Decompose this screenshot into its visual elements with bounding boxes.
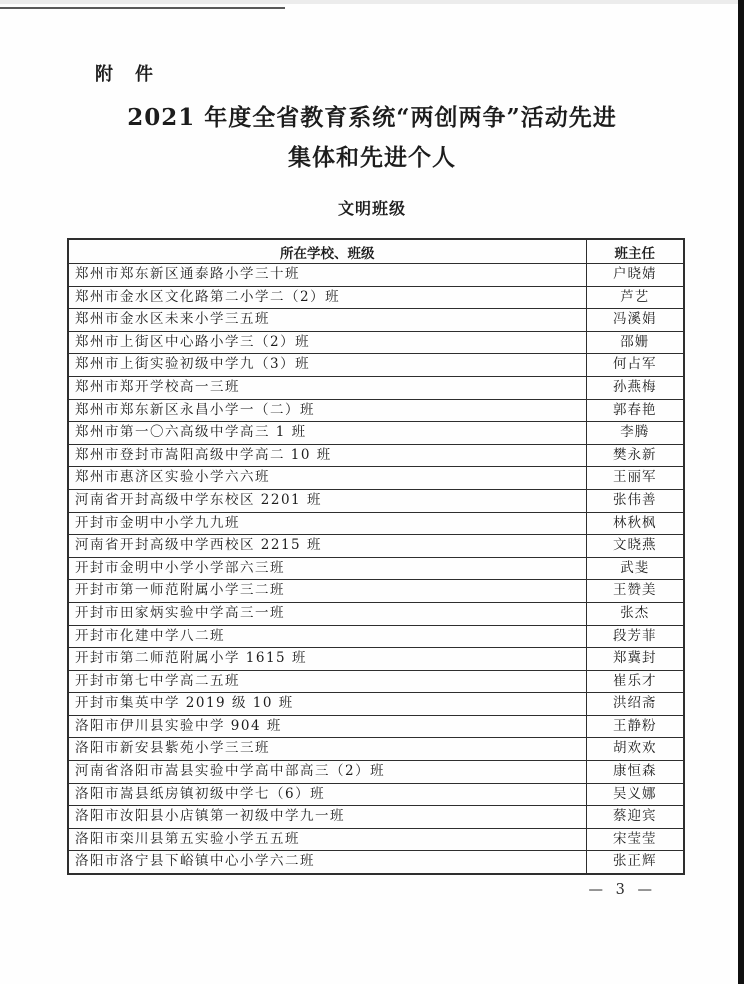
head-teacher-cell: 何占军 xyxy=(586,354,684,377)
header-head-teacher: 班主任 xyxy=(586,239,684,264)
scan-artifact-top-band xyxy=(0,0,744,4)
table-row xyxy=(68,376,684,399)
table-row xyxy=(68,851,684,874)
head-teacher-cell: 户晓婧 xyxy=(586,264,684,287)
table-row xyxy=(68,264,684,287)
school-class-cell: 开封市化建中学八二班 xyxy=(68,625,586,648)
school-class-cell: 洛阳市栾川县第五实验小学五五班 xyxy=(68,828,586,851)
table-row xyxy=(68,806,684,829)
table-row xyxy=(68,602,684,625)
table-row xyxy=(68,467,684,490)
school-class-cell: 开封市第二师范附属小学 1615 班 xyxy=(68,648,586,671)
school-class-cell: 开封市第一师范附属小学三二班 xyxy=(68,580,586,603)
table-row xyxy=(68,693,684,716)
head-teacher-cell: 蔡迎宾 xyxy=(586,806,684,829)
head-teacher-cell: 王赞美 xyxy=(586,580,684,603)
page-number: — 3 — xyxy=(588,882,656,898)
head-teacher-cell: 郑冀封 xyxy=(586,648,684,671)
document-title-line-2: 集体和先进个人 xyxy=(288,144,456,171)
school-class-cell: 郑州市金水区文化路第二小学二（2）班 xyxy=(68,286,586,309)
header-school-class: 所在学校、班级 xyxy=(68,239,586,264)
document-title-line-1: 2021 年度全省教育系统“两创两争”活动先进 xyxy=(127,104,617,131)
table-row xyxy=(68,557,684,580)
school-class-cell: 河南省开封高级中学东校区 2201 班 xyxy=(68,489,586,512)
head-teacher-cell: 文晓燕 xyxy=(586,535,684,558)
school-class-cell: 洛阳市汝阳县小店镇第一初级中学九一班 xyxy=(68,806,586,829)
head-teacher-cell: 洪绍斋 xyxy=(586,693,684,716)
school-class-cell: 郑州市郑东新区永昌小学一（二）班 xyxy=(68,399,586,422)
school-class-cell: 开封市田家炳实验中学高三一班 xyxy=(68,602,586,625)
table-row xyxy=(68,399,684,422)
table-body xyxy=(68,264,684,875)
school-class-cell: 郑州市上街实验初级中学九（3）班 xyxy=(68,354,586,377)
school-class-cell: 郑州市郑开学校高一三班 xyxy=(68,376,586,399)
table-row xyxy=(68,512,684,535)
table-row xyxy=(68,670,684,693)
school-class-cell: 开封市金明中小学小学部六三班 xyxy=(68,557,586,580)
table-row xyxy=(68,738,684,761)
table-row xyxy=(68,828,684,851)
head-teacher-cell: 王静粉 xyxy=(586,715,684,738)
school-class-cell: 郑州市第一〇六高级中学高三 1 班 xyxy=(68,422,586,445)
civilized-classes-table xyxy=(67,238,685,875)
head-teacher-cell: 冯溪娟 xyxy=(586,309,684,332)
table-row xyxy=(68,422,684,445)
school-class-cell: 河南省开封高级中学西校区 2215 班 xyxy=(68,535,586,558)
table-row xyxy=(68,286,684,309)
head-teacher-cell: 胡欢欢 xyxy=(586,738,684,761)
table-row xyxy=(68,309,684,332)
table-row xyxy=(68,580,684,603)
table-row xyxy=(68,715,684,738)
school-class-cell: 洛阳市伊川县实验中学 904 班 xyxy=(68,715,586,738)
table-row xyxy=(68,331,684,354)
document-title xyxy=(40,98,704,178)
school-class-cell: 郑州市登封市嵩阳高级中学高二 10 班 xyxy=(68,444,586,467)
table-row xyxy=(68,783,684,806)
table-row xyxy=(68,625,684,648)
head-teacher-cell: 宋莹莹 xyxy=(586,828,684,851)
head-teacher-cell: 康恒森 xyxy=(586,761,684,784)
head-teacher-cell: 张正辉 xyxy=(586,851,684,874)
school-class-cell: 河南省洛阳市嵩县实验中学高中部高三（2）班 xyxy=(68,761,586,784)
table-row xyxy=(68,761,684,784)
scan-artifact-right-edge xyxy=(738,0,744,984)
school-class-cell: 洛阳市洛宁县下峪镇中心小学六二班 xyxy=(68,851,586,874)
table-header xyxy=(68,239,684,264)
head-teacher-cell: 武斐 xyxy=(586,557,684,580)
head-teacher-cell: 张杰 xyxy=(586,602,684,625)
head-teacher-cell: 吴义娜 xyxy=(586,783,684,806)
head-teacher-cell: 张伟善 xyxy=(586,489,684,512)
head-teacher-cell: 樊永新 xyxy=(586,444,684,467)
school-class-cell: 洛阳市新安县紫苑小学三三班 xyxy=(68,738,586,761)
school-class-cell: 郑州市惠济区实验小学六六班 xyxy=(68,467,586,490)
table-header-row xyxy=(68,239,684,264)
table-row xyxy=(68,489,684,512)
head-teacher-cell: 郭春艳 xyxy=(586,399,684,422)
table-row xyxy=(68,535,684,558)
scan-artifact-top-line xyxy=(0,7,285,9)
section-title: 文明班级 xyxy=(337,199,406,218)
school-class-cell: 开封市第七中学高二五班 xyxy=(68,670,586,693)
head-teacher-cell: 段芳菲 xyxy=(586,625,684,648)
school-class-cell: 开封市金明中小学九九班 xyxy=(68,512,586,535)
school-class-cell: 洛阳市嵩县纸房镇初级中学七（6）班 xyxy=(68,783,586,806)
school-class-cell: 郑州市金水区未来小学三五班 xyxy=(68,309,586,332)
table-row xyxy=(68,648,684,671)
head-teacher-cell: 崔乐才 xyxy=(586,670,684,693)
head-teacher-cell: 李腾 xyxy=(586,422,684,445)
school-class-cell: 郑州市上街区中心路小学三（2）班 xyxy=(68,331,586,354)
head-teacher-cell: 邵姗 xyxy=(586,331,684,354)
head-teacher-cell: 芦艺 xyxy=(586,286,684,309)
head-teacher-cell: 孙燕梅 xyxy=(586,376,684,399)
school-class-cell: 开封市集英中学 2019 级 10 班 xyxy=(68,693,586,716)
head-teacher-cell: 王丽军 xyxy=(586,467,684,490)
table-row xyxy=(68,354,684,377)
head-teacher-cell: 林秋枫 xyxy=(586,512,684,535)
table-row xyxy=(68,444,684,467)
school-class-cell: 郑州市郑东新区通泰路小学三十班 xyxy=(68,264,586,287)
attachment-label: 附 件 xyxy=(95,64,155,85)
